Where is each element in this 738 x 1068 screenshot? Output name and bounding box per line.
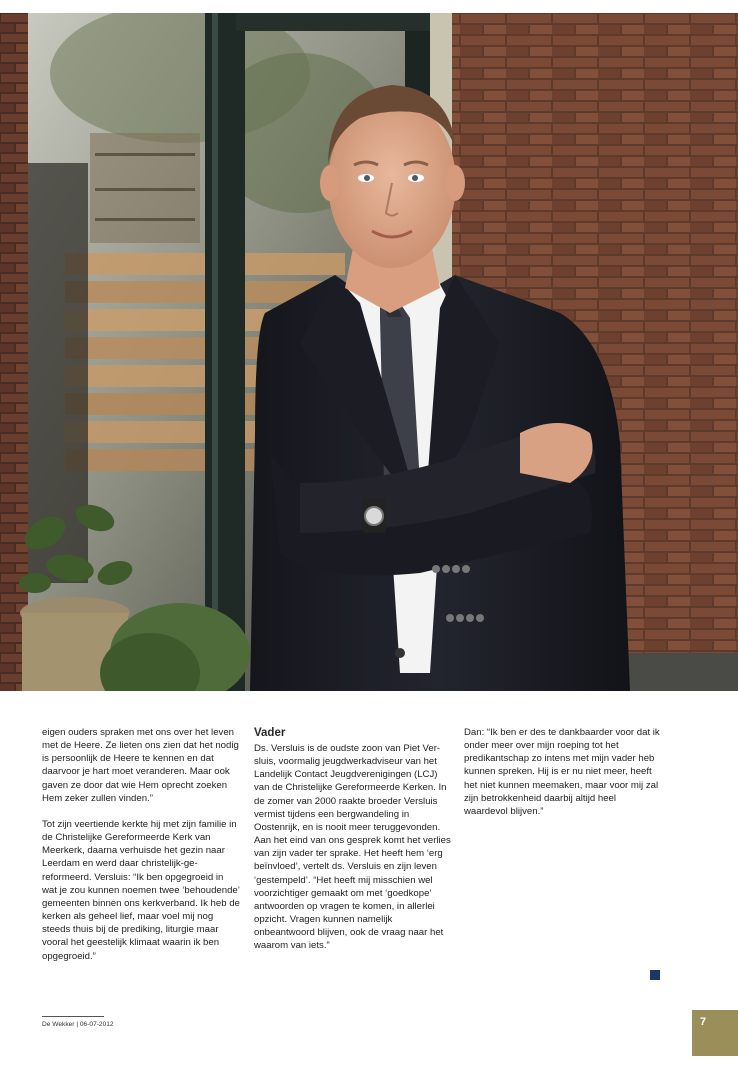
article-paragraph: Ds. Versluis is de oudste zoon van Piet Versluis, voormalig jeugdwerkadviseur van het Landelijk Contact Jeugdverenigingen (LCJ) van de Christelijke Gereformeerde Kerken. In de zomer van 2000 raakte broeder Versluis vermist tijdens een bergwandeling in Oostenrijk, en is nooit meer teruggevonden. Aan het eind van ons gesprek komt het verlies van zijn vader ter sprake. Het heeft hem ‘erg beïnvloed’, vertelt ds. Versluis en zijn leven ‘gestempeld’. “Het heeft mij misschien wel voorzichtiger gemaakt om met ‘goedkope’ antwoorden op vragen te komen, in allerlei opzicht. Vragen kunnen namelijk onbeantwoord blijven, ook de vraag naar het waarom van iets.” [254,743,451,952]
page-number-box [692,1010,738,1056]
article-column-1 [42,726,240,976]
article-column-2 [254,726,452,966]
article-paragraph: Dan: “Ik ben er des te dankbaarder voor dat ik onder meer over mijn roeping tot het predikantschap zo intens met mijn vader heb kunnen spreken. Hij is er nu niet meer, heeft het niet kunnen meemaken, maar voor mij zal zijn betrokkenheid daarbij altijd heel waardevol blijven.” [464,727,660,817]
article-end-mark [650,970,660,980]
footer-publication: De Wekker | 06-07-2012 [42,1021,114,1028]
section-heading: Vader [254,727,286,739]
article-column-3 [464,726,662,831]
article-photo [0,13,738,691]
page-number: 7 [700,1016,707,1028]
article-paragraph: eigen ouders spraken met ons over het leven met de Heere. Ze lieten ons zien dat het nodig is persoonlijk de Heere te kennen en dat daarvoor je hart moet veranderen. Maar ook gaven ze door dat wie Hem oprecht zoeken Hem zeker zullen vinden.” [42,727,239,804]
article-paragraph: Tot zijn veertiende kerkte hij met zijn familie in de Christelijke Gereformeerde Kerk van Meerkerk, daarna verhuisde het gezin naar Leerdam en werd daar christelijk-gereformeerd. Versluis: “Ik ben opgegroeid in wat je zou kunnen noemen twee ‘behoudende’ gemeenten binnen ons kerkverband. Ik heb de kerken als geheel lief, maar voel mij nog steeds thuis bij de prediking, liturgie maar vooral het geestelijk klimaat waarin ik ben opgegroeid.” [42,818,240,962]
footer-divider [42,1016,104,1017]
portrait-photo [0,13,738,691]
